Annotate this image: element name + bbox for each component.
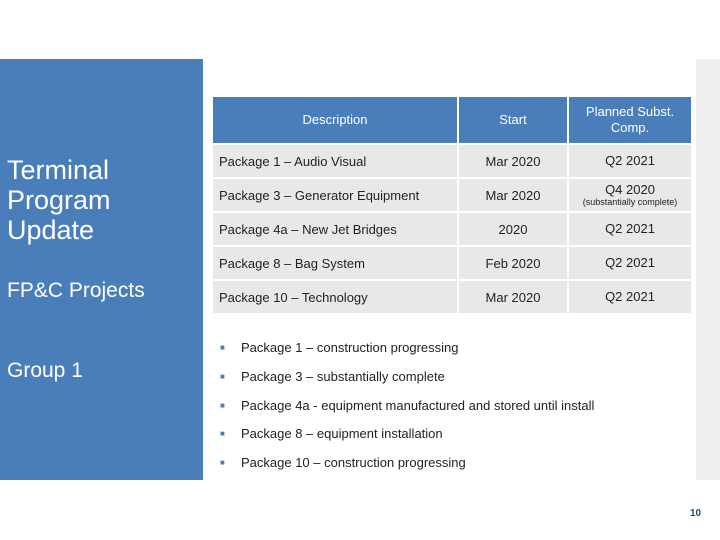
row-description: Package 4a – New Jet Bridges xyxy=(212,212,458,246)
row-completion: Q2 2021 xyxy=(568,246,692,280)
row-completion-note: (substantially complete) xyxy=(582,196,678,207)
right-edge-strip xyxy=(696,59,720,480)
status-bullet-list xyxy=(220,338,690,482)
list-item xyxy=(220,453,690,482)
list-item xyxy=(220,367,690,396)
list-item-text: Package 3 – substantially complete xyxy=(241,368,445,384)
square-bullet-icon: ■ xyxy=(220,429,225,439)
row-completion: Q2 2021 xyxy=(568,144,692,178)
header-completion: Planned Subst. Comp. xyxy=(568,96,692,144)
header-description: Description xyxy=(212,96,458,144)
table-row xyxy=(212,246,692,280)
package-table xyxy=(211,95,693,315)
row-completion: Q2 2021 xyxy=(568,212,692,246)
page-number: 10 xyxy=(690,508,702,519)
row-description: Package 10 – Technology xyxy=(212,280,458,314)
list-item xyxy=(220,424,690,453)
slide-subtitle: FP&C Projects xyxy=(7,279,145,302)
list-item xyxy=(220,338,690,367)
list-item-text: Package 8 – equipment installation xyxy=(241,426,443,442)
row-start: Mar 2020 xyxy=(458,178,568,212)
table-row xyxy=(212,178,692,212)
row-description: Package 3 – Generator Equipment xyxy=(212,178,458,212)
list-item-text: Package 10 – construction progressing xyxy=(241,455,466,471)
table-row xyxy=(212,212,692,246)
row-completion: Q4 2020 xyxy=(605,181,655,197)
header-start: Start xyxy=(458,96,568,144)
row-completion: Q2 2021 xyxy=(568,280,692,314)
row-completion-cell xyxy=(568,178,692,212)
list-item xyxy=(220,396,690,425)
sidebar-panel xyxy=(0,59,203,480)
row-description: Package 1 – Audio Visual xyxy=(212,144,458,178)
group-label: Group 1 xyxy=(7,359,83,382)
row-start: Mar 2020 xyxy=(458,144,568,178)
row-description: Package 8 – Bag System xyxy=(212,246,458,280)
table-row xyxy=(212,280,692,314)
square-bullet-icon: ■ xyxy=(220,458,225,468)
list-item-text: Package 4a - equipment manufactured and stored until install xyxy=(241,397,595,413)
square-bullet-icon: ■ xyxy=(220,343,225,352)
square-bullet-icon: ■ xyxy=(220,371,225,381)
square-bullet-icon: ■ xyxy=(220,400,225,410)
table-row xyxy=(212,144,692,178)
row-start: 2020 xyxy=(458,212,568,246)
slide-title: Terminal Program Update xyxy=(7,155,111,245)
row-start: Feb 2020 xyxy=(458,246,568,280)
table-header-row xyxy=(212,96,692,144)
row-start: Mar 2020 xyxy=(458,280,568,314)
list-item-text: Package 1 – construction progressing xyxy=(241,340,459,355)
